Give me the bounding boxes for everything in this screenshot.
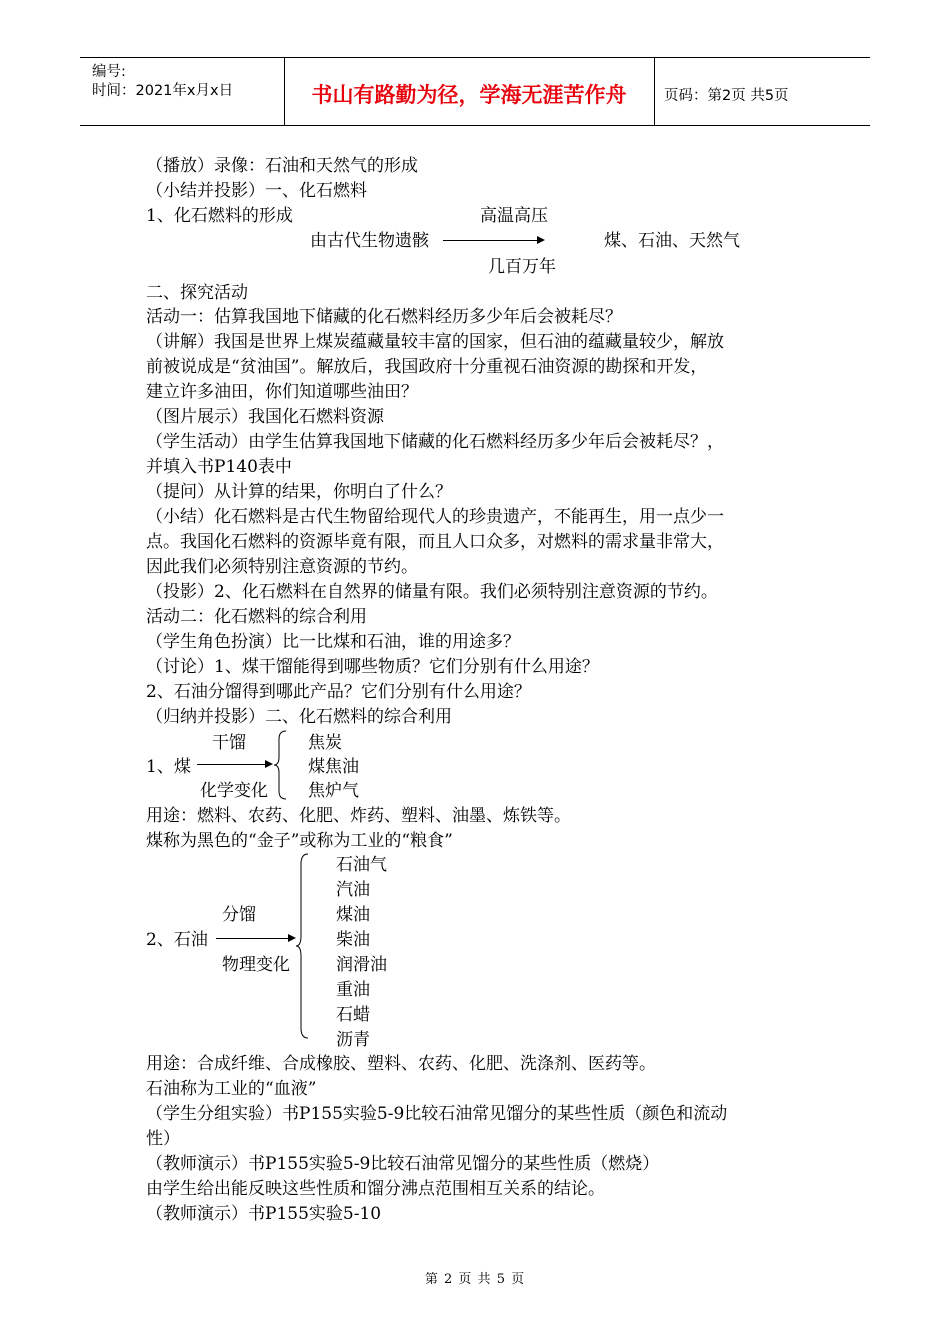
coal-change: 化学变化 [200, 781, 268, 801]
text-line: 因此我们必须特别注意资源的节约。 [146, 557, 418, 577]
document-date: 时间：2021年x月x日 [92, 83, 234, 99]
text-line: （归纳并投影）二、化石燃料的综合利用 [146, 707, 452, 727]
text-line: 由学生给出能反映这些性质和馏分沸点范围相互关系的结论。 [146, 1179, 605, 1199]
text-line: （学生角色扮演）比一比煤和石油，谁的用途多？ [146, 632, 520, 652]
text-line: 并填入书P140表中 [146, 457, 292, 477]
petroleum-brace [296, 852, 312, 1042]
text-line: （讨论）1、煤干馏能得到哪些物质？它们分别有什么用途？ [146, 657, 599, 677]
petroleum-product: 柴油 [336, 930, 370, 950]
text-line: （图片展示）我国化石燃料资源 [146, 407, 384, 427]
header-divider-right [654, 57, 655, 126]
text-line: 性） [146, 1129, 180, 1149]
formation-source: 由古代生物遗骸 [310, 231, 429, 251]
petroleum-arrow [216, 938, 294, 939]
text-line: （讲解）我国是世界上煤炭蕴藏量较丰富的国家，但石油的蕴藏量较少，解放 [146, 332, 724, 352]
text-line: 用途：燃料、农药、化肥、炸药、塑料、油墨、炼铁等。 [146, 806, 571, 826]
petroleum-product: 煤油 [336, 905, 370, 925]
text-line: 活动一：估算我国地下储藏的化石燃料经历多少年后会被耗尽？ [146, 307, 622, 327]
petroleum-label: 2、石油 [146, 930, 208, 950]
text-line: （学生活动）由学生估算我国地下储藏的化石燃料经历多少年后会被耗尽？， [146, 432, 724, 452]
coal-product: 煤焦油 [308, 757, 359, 777]
text-line: 石油称为工业的“血液” [146, 1079, 317, 1099]
header-page-info: 页码：第2页 共5页 [664, 88, 789, 104]
coal-brace [274, 729, 290, 801]
formation-products: 煤、石油、天然气 [604, 231, 740, 251]
text-line: （小结）化石燃料是古代生物留给现代人的珍贵遗产，不能再生，用一点少一 [146, 507, 724, 527]
petroleum-change: 物理变化 [222, 955, 290, 975]
text-line: 用途：合成纤维、合成橡胶、塑料、农药、化肥、洗涤剂、医药等。 [146, 1054, 656, 1074]
text-line: 活动二：化石燃料的综合利用 [146, 607, 367, 627]
petroleum-process: 分馏 [222, 905, 256, 925]
text-line: （投影）2、化石燃料在自然界的储量有限。我们必须特别注意资源的节约。 [146, 582, 718, 602]
text-line: 建立许多油田，你们知道哪些油田？ [146, 382, 418, 402]
text-line: （教师演示）书P155实验5-9比较石油常见馏分的某些性质（燃烧） [146, 1154, 660, 1174]
text-line: 1、化石燃料的形成 [146, 206, 293, 226]
coal-process: 干馏 [212, 733, 246, 753]
coal-product: 焦炉气 [308, 781, 359, 801]
text-line: 2、石油分馏得到哪此产品？它们分别有什么用途？ [146, 682, 531, 702]
coal-arrow [197, 764, 271, 765]
section-heading: 二、探究活动 [146, 283, 248, 303]
formation-time: 几百万年 [488, 257, 556, 277]
text-line: （提问）从计算的结果，你明白了什么？ [146, 482, 452, 502]
coal-product: 焦炭 [308, 733, 342, 753]
text-line: 点。我国化石燃料的资源毕竟有限，而且人口众多，对燃料的需求量非常大， [146, 532, 724, 552]
document-number-label: 编号: [92, 64, 126, 80]
text-line: 煤称为黑色的“金子”或称为工业的“粮食” [146, 831, 453, 851]
header-top-border [80, 57, 870, 58]
header-motto: 书山有路勤为径，学海无涯苦作舟 [311, 83, 627, 107]
formation-arrow [443, 240, 543, 241]
petroleum-product: 汽油 [336, 880, 370, 900]
petroleum-product: 重油 [336, 980, 370, 1000]
text-line: （播放）录像：石油和天然气的形成 [146, 156, 418, 176]
header-bottom-border [80, 125, 870, 126]
text-line: （小结并投影）一、化石燃料 [146, 181, 367, 201]
petroleum-product: 石油气 [336, 855, 387, 875]
petroleum-product: 石蜡 [336, 1005, 370, 1025]
formation-condition: 高温高压 [480, 206, 548, 226]
petroleum-product: 沥青 [336, 1030, 370, 1050]
coal-label: 1、煤 [146, 757, 191, 777]
text-line: 前被说成是“贫油国”。解放后，我国政府十分重视石油资源的勘探和开发， [146, 357, 708, 377]
petroleum-product: 润滑油 [336, 955, 387, 975]
text-line: （教师演示）书P155实验5-10 [146, 1204, 382, 1224]
text-line: （学生分组实验）书P155实验5-9比较石油常见馏分的某些性质（颜色和流动 [146, 1104, 728, 1124]
page-footer: 第 2 页 共 5 页 [424, 1272, 526, 1287]
